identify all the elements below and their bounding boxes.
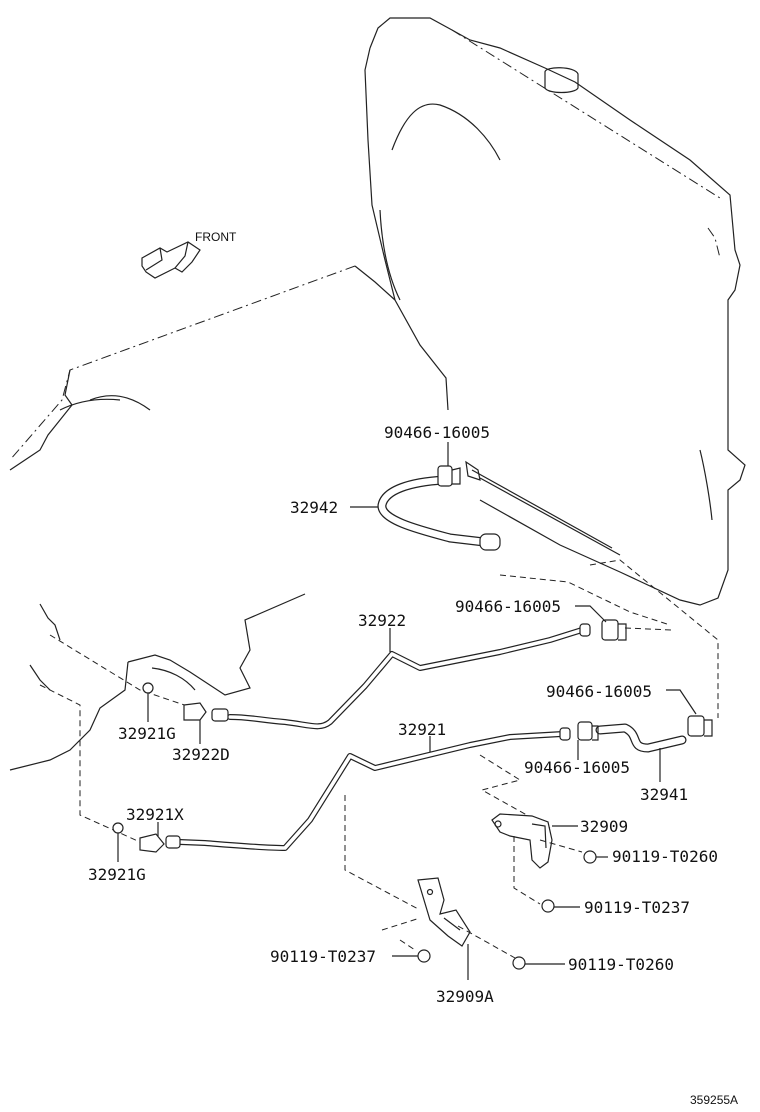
engine-outline	[10, 266, 395, 770]
label-clip-upper: 90466-16005	[384, 423, 490, 442]
label-union-left: 32921G	[118, 724, 176, 743]
radiator-outline	[365, 18, 745, 605]
label-fitting-x: 32921X	[126, 805, 184, 824]
label-clip-mid-left: 90466-16005	[455, 597, 561, 616]
clip-upper-icon	[438, 466, 460, 486]
label-pipe-upper: 32922	[358, 611, 407, 630]
upper-pipe	[230, 624, 590, 726]
label-union-left-fitting: 32922D	[172, 745, 230, 764]
bolt-bottom-right-icon	[513, 957, 565, 969]
label-bolt-left: 90119-T0237	[270, 947, 376, 966]
fitting-32921X-icon	[140, 834, 180, 852]
bolt-left-icon	[392, 950, 430, 962]
upper-hose	[382, 462, 620, 555]
label-bolt-right-1: 90119-T0260	[612, 847, 718, 866]
clip-right-icon	[688, 716, 712, 736]
label-union-bottom: 32921G	[88, 865, 146, 884]
label-bracket-right: 32909	[580, 817, 629, 836]
label-bracket-bottom: 32909A	[436, 987, 494, 1006]
label-clip-right: 90466-16005	[546, 682, 652, 701]
label-bolt-right-2: 90119-T0237	[584, 898, 690, 917]
front-label: FRONT	[195, 230, 237, 244]
lower-hose	[600, 728, 682, 748]
label-pipe-lower: 32921	[398, 720, 447, 739]
front-arrow-icon	[142, 242, 200, 278]
clip-mid-right-icon	[602, 620, 626, 640]
bolt-right-1-icon	[584, 851, 608, 863]
label-hose-upper: 32942	[290, 498, 339, 517]
figure-code: 359255A	[690, 1093, 739, 1107]
union-bottom-icon	[113, 823, 123, 833]
fitting-32922D-icon	[184, 703, 228, 721]
bracket-32909A-icon	[418, 878, 470, 946]
label-hose-lower: 32941	[640, 785, 689, 804]
clip-mid-lower-icon	[578, 722, 598, 740]
union-left-icon	[143, 683, 153, 693]
label-bolt-bottom-right: 90119-T0260	[568, 955, 674, 974]
label-clip-mid-lower: 90466-16005	[524, 758, 630, 777]
bolt-right-2-icon	[542, 900, 580, 912]
